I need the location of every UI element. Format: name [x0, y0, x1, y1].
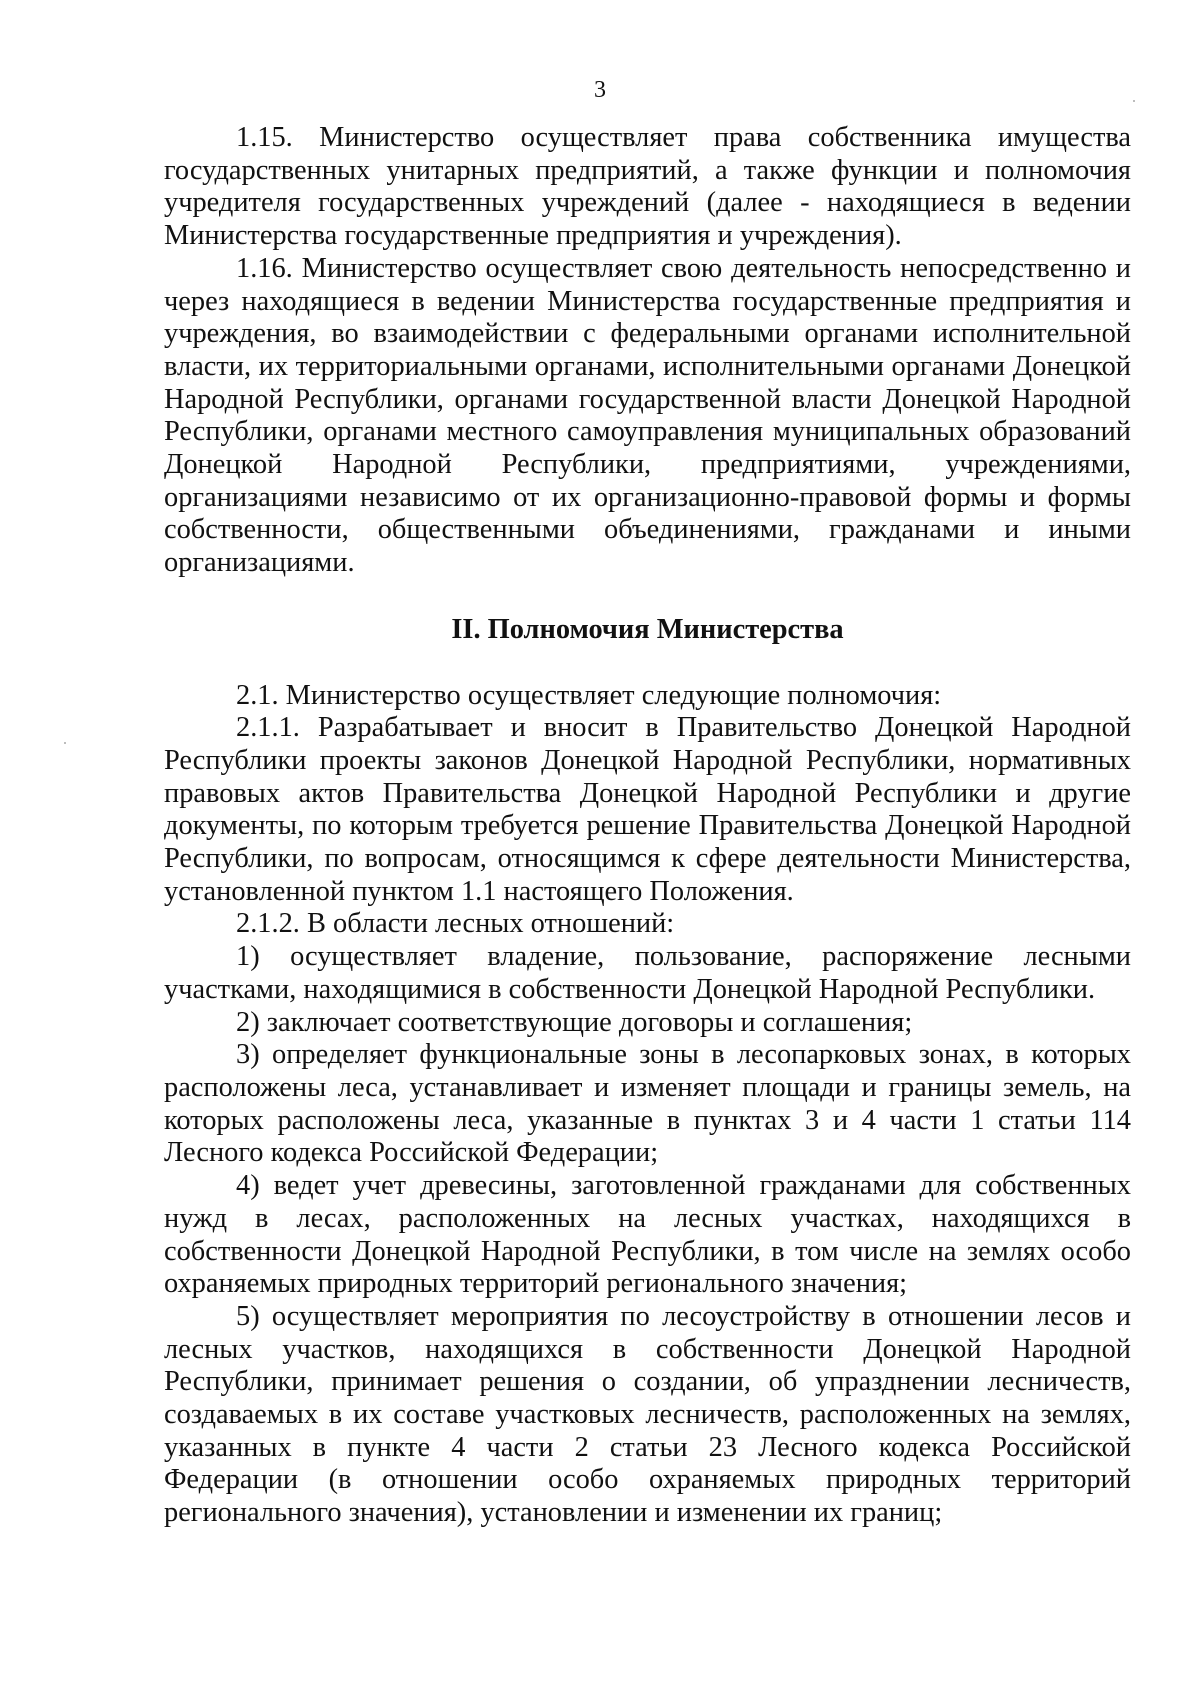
list-item-2: 2) заключает соответствующие договоры и соглашения;	[236, 1006, 913, 1038]
section-title: II. Полномочия Министерства	[451, 613, 844, 645]
list-item-4: 4) ведет учет древесины, заготовленной гражданами для собственных нужд в лесах, расположенных на лесных участках, находящихся в собственности Донецкой Народной Республики, в том числе на землях особо охраняемых природных территорий регионального значения;	[164, 1170, 1131, 1300]
paragraph-1-15: 1.15. Министерство осуществляет права собственника имущества государственных унитарных предприятий, а также функции и полномочия учредителя государственных учреждений (далее - находящиеся в ведении Министерства государственные предприятия и учреждения).	[164, 122, 1131, 252]
paragraph-2-1-2: 2.1.2. В области лесных отношений:	[236, 908, 675, 940]
page-number: 3	[594, 77, 606, 103]
scan-artifact	[64, 742, 66, 744]
list-item-1: 1) осуществляет владение, пользование, распоряжение лесными участками, находящимися в собственности Донецкой Народной Республики.	[164, 941, 1131, 1005]
list-item-3: 3) определяет функциональные зоны в лесопарковых зонах, в которых расположены леса, устанавливает и изменяет площади и границы земель, на которых расположены леса, указанные в пунктах 3 и 4 части 1 статьи 114 Лесного кодекса Российской Федерации;	[164, 1039, 1131, 1169]
document-body	[164, 122, 1131, 1530]
paragraph-2-1-1: 2.1.1. Разрабатывает и вносит в Правительство Донецкой Народной Республики проекты законов Донецкой Народной Республики, нормативных правовых актов Правительства Донецкой Народной Республики и другие документы, по которым требуется решение Правительства Донецкой Народной Республики, по вопросам, относящимся к сфере деятельности Министерства, установленной пунктом 1.1 настоящего Положения.	[164, 712, 1131, 907]
paragraph-1-16: 1.16. Министерство осуществляет свою деятельность непосредственно и через находящиеся в ведении Министерства государственные предприятия и учреждения, во взаимодействии с федеральными органами исполнительной власти, их территориальными органами, исполнительными органами Донецкой Народной Республики, органами государственной власти Донецкой Народной Республики, органами местного самоуправления муниципальных образований Донецкой Народной Республики, предприятиями, учреждениями, организациями независимо от их организационно-правовой формы и формы собственности, общественными объединениями, гражданами и иными организациями.	[164, 252, 1131, 579]
list-item-5: 5) осуществляет мероприятия по лесоустройству в отношении лесов и лесных участков, находящихся в собственности Донецкой Народной Республики, принимает решения о создании, об упразднении лесничеств, создаваемых в их составе участковых лесничеств, расположенных на землях, указанных в пункте 4 части 2 статьи 23 Лесного кодекса Российской Федерации (в отношении особо охраняемых природных территорий регионального значения), установлении и изменении их границ;	[164, 1300, 1131, 1529]
paragraph-2-1: 2.1. Министерство осуществляет следующие полномочия:	[236, 679, 942, 711]
